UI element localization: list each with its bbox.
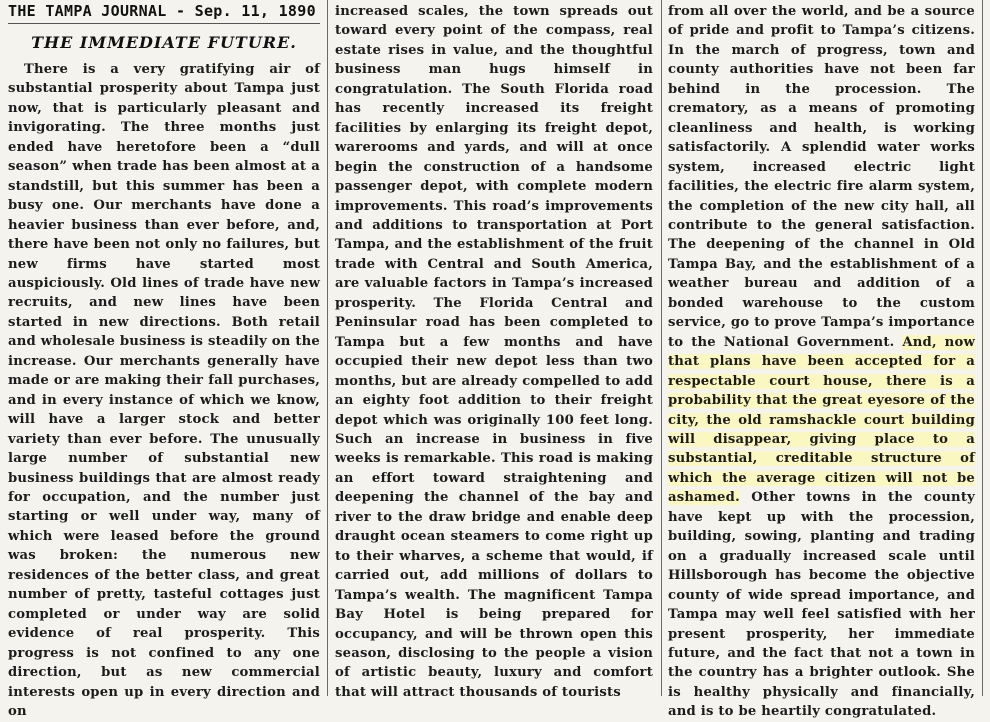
highlighted-passage: And, now that plans have been accepted for a respectable court house, there is a probability that the great eyesore of the city, the old ramshackle court building will disappear, giving place to a substantial, creditable structure of which the average citizen will not be ashamed. [668,334,975,506]
column-2-text: increased scales, the town spreads out toward every point of the compass, real estate rises in value, and the thoughtful business man hugs himself in congratulation. The South Florida road has recently increased its freight facilities by enlarging its freight depot, warerooms and yards, and will at once begin the construction of a handsome passenger depot, with complete modern improvements. This road’s improvements and additions to transportation at Port Tampa, and the establishment of the fruit trade with Central and South America, are valuable factors in Tampa’s increased prosperity. The Florida Central and Peninsular road has been completed to Tampa but a few months and have occupied their new depot less than two months, but are already compelled to add an eighty foot addition to their freight depot which was originally 100 feet long. Such an increase in business in five weeks is remarkable. This road is making an effort toward straightening and deepening the channel of the bay and river to the draw bridge and enable deep draught ocean steamers to come right up to their wharves, a scheme that would, if carried out, add millions of dollars to Tampa’s wealth. The magnificent Tampa Bay Hotel is being prepared for occupancy, and will be thrown open this season, disclosing to the people a vision of artistic beauty, luxury and comfort that will attract thousands of tourists [335,4,653,700]
column-rule-1 [327,0,328,696]
column-3-text [668,2,975,722]
column-rule-2 [661,0,662,696]
column-1-text: There is a very gratifying air of substantial prosperity about Tampa just now, that is particularly pleasant and invigorating. The three months just ended have heretofore been a “dull season” when trade has been almost at a standstill, but this summer has been a busy one. Our merchants have done a heavier business than ever before, and, there have been not only no failures, but new firms have started most auspiciously. Old lines of trade have new recruits, and new lines have been started in new directions. Both retail and wholesale business is steadily on the increase. Our merchants generally have made or are making their fall purchases, and in every instance of which we know, will have a larger stock and better variety than ever before. The unusually large number of substantial new business buildings that are almost ready for occupation, and the number just starting or well under way, many of which were leased before the ground was broken: the numerous new residences of the better class, and great number of pretty, tasteful cottages just completed or under way are solid evidence of real prosperity. This progress is not confined to any one direction, but as new commercial interests open up in every direction and on [8,62,320,719]
column-1 [0,0,326,719]
column-3-text-end: Other towns in the county have kept up with the procession, building, sowing, planting and trading on a gradually increased scale until Hillsborough has become the objective county of wide spread importance, and Tampa may well feel satisfied with her present prosperity, her immediate future, and the fact that not a town in the country has a brighter outlook. She is healthy physically and financially, and is to be heartily congratulated. [668,490,975,720]
article-headline: THE IMMEDIATE FUTURE. [31,33,297,52]
dateline-divider [8,23,320,24]
column-3 [663,0,981,720]
dateline: THE TAMPA JOURNAL - Sep. 11, 1890 [8,2,316,20]
column-3-text-start: from all over the world, and be a source of pride and profit to Tampa’s citizens. In the march of progress, town and county authorities have not been far behind in the procession. The crematory, as a means of promoting cleanliness and health, is working satisfactorily. A splendid water works system, increased electric light facilities, the electric fire alarm system, the completion of the new city hall, all contribute to the general satisfaction. The deepening of the channel in Old Tampa Bay, and the establishment of a weather bureau and addition of a bonded warehouse to the custom service, go to prove Tampa’s importance to the National Government. [668,4,975,350]
column-rule-3 [982,0,983,696]
column-2 [329,0,661,700]
